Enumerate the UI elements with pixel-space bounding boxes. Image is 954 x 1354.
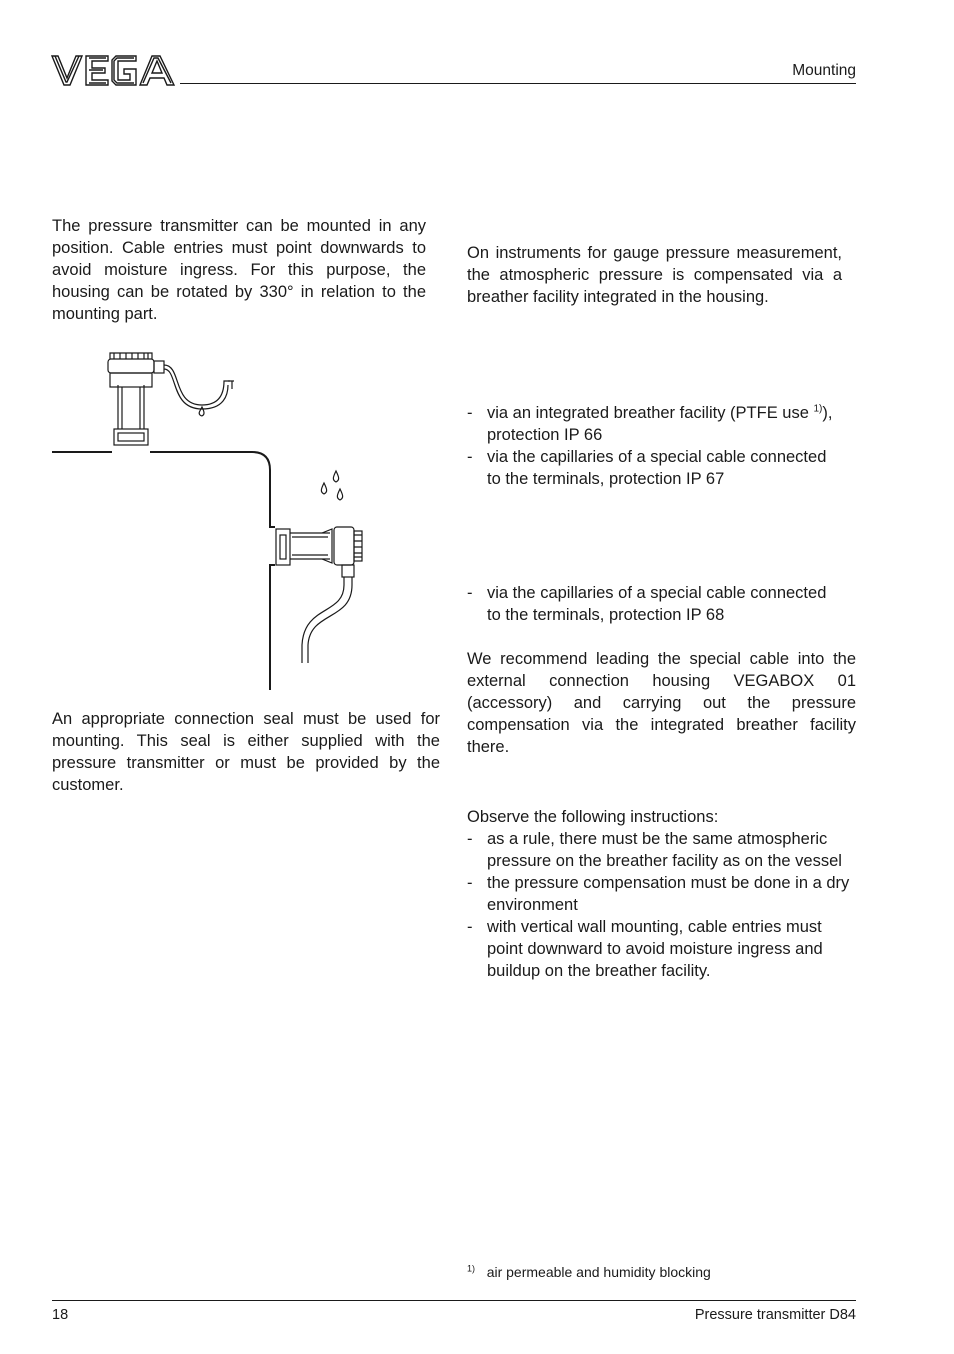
list-item: - as a rule, there must be the same atmospheric pressure on the breather facility as on the vessel <box>467 830 842 870</box>
vega-logo <box>50 52 178 88</box>
instructions-intro: Observe the following instructions: <box>467 808 719 826</box>
vega-logo-graphic <box>50 52 178 88</box>
section-title: Mounting <box>792 62 856 79</box>
breather-options-list <box>467 402 835 490</box>
footnote-marker: 1) <box>467 1263 476 1274</box>
connection-seal-paragraph: An appropriate connection seal must be used for mounting. This seal is either supplied with the pressure transmitter or must be provided by the customer. <box>52 710 440 794</box>
instructions-list <box>467 828 856 982</box>
list-item: - via the capillaries of a special cable connected to the terminals, protection IP 67 <box>467 448 827 488</box>
list-item: - with vertical wall mounting, cable entries must point downward to avoid moisture ingress and buildup on the breather facility. <box>467 918 823 980</box>
mounting-illustration <box>52 345 422 690</box>
footnote-text: air permeable and humidity blocking <box>486 1264 711 1280</box>
header-rule <box>180 83 856 84</box>
mounting-position-paragraph: The pressure transmitter can be mounted in any position. Cable entries must point downwards to avoid moisture ingress. For this purpose, the housing can be rotated by 330° in relation to the mounting part. <box>52 217 426 323</box>
pressure-compensation-paragraph: On instruments for gauge pressure measurement, the atmospheric pressure is compensated via a breather facility integrated in the housing. <box>467 244 842 306</box>
ip68-option-list <box>467 582 835 626</box>
mounting-diagram <box>52 345 422 690</box>
page-number: 18 <box>52 1307 69 1323</box>
footer-rule <box>52 1300 856 1301</box>
list-item: - via the capillaries of a special cable connected to the terminals, protection IP 68 <box>467 584 827 624</box>
list-item: - via an integrated breather facility (PTFE use $^{1)}$), protection IP 66 <box>467 403 833 444</box>
footnote <box>467 1264 856 1280</box>
list-item: - the pressure compensation must be done in a dry environment <box>467 874 850 914</box>
vegabox-recommendation-paragraph: We recommend leading the special cable into the external connection housing VEGABOX 01 (accessory) and carrying out the pressure compensation via the integrated breather facility there. <box>467 650 856 756</box>
document-title: Pressure transmitter D84 <box>694 1307 856 1323</box>
